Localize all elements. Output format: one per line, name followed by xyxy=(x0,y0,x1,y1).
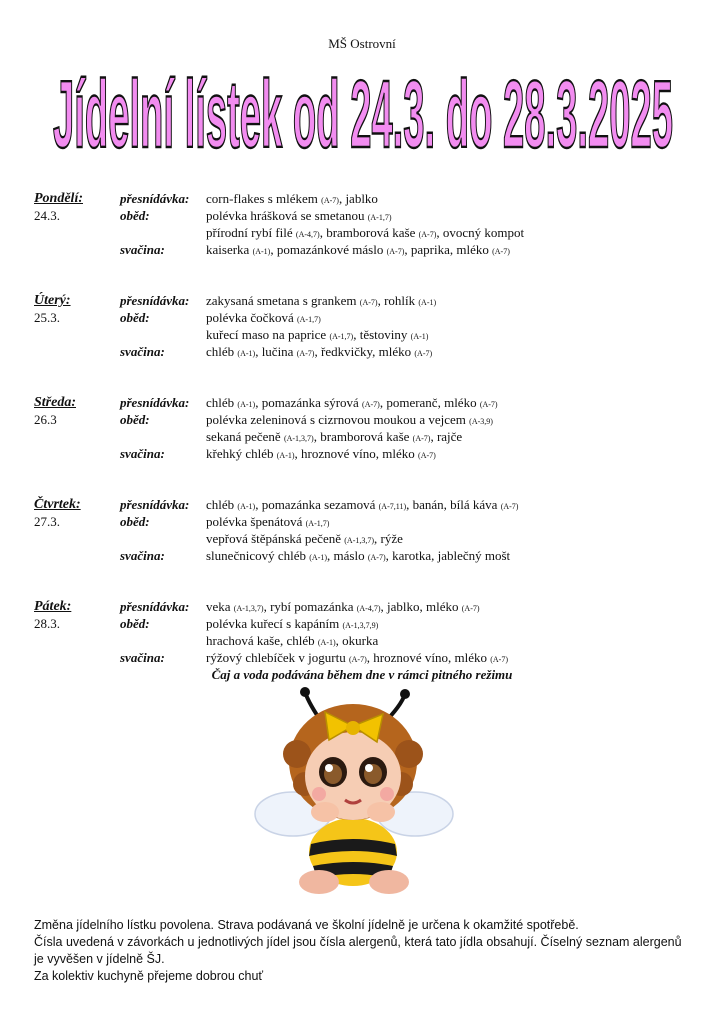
day-name: Středa: xyxy=(34,395,76,410)
food-text: , banán, bílá káva xyxy=(406,497,501,512)
school-name: MŠ Ostrovní xyxy=(328,36,396,51)
bee-illustration xyxy=(245,684,460,899)
day-date: 24.3. xyxy=(34,208,60,223)
menu-row xyxy=(34,615,704,632)
tea-note: Čaj a voda podávána během dne v rámci pitného režimu xyxy=(211,667,513,682)
day-date: 27.3. xyxy=(34,514,60,529)
food-text: vepřová štěpánská pečeně xyxy=(206,531,345,546)
food-text: chléb xyxy=(206,497,238,512)
menu-row xyxy=(34,428,704,445)
menu-row xyxy=(34,632,704,649)
allergen-code: (A-1) xyxy=(309,553,328,562)
food-text: , lučina xyxy=(255,344,297,359)
allergen-code: (A-7) xyxy=(386,247,405,256)
food-text: , jablko, mléko xyxy=(380,599,462,614)
menu-row xyxy=(34,547,704,564)
footer-line: Čísla uvedená v závorkách u jednotlivých jídel jsou čísla alergenů, která tato jídla obsahují. Číselný seznam alergenů je vyvěšen v jídelně ŠJ. xyxy=(34,935,682,966)
food-text: hrachová kaše, chléb xyxy=(206,633,318,648)
allergen-code: (A-1,7) xyxy=(329,332,354,341)
allergen-code: (A-7) xyxy=(479,400,498,409)
allergen-code: (A-3,9) xyxy=(469,417,493,426)
footer-notes xyxy=(34,917,684,985)
food-text: polévka kuřecí s kapáním xyxy=(206,616,343,631)
meal-items xyxy=(206,241,510,260)
meal-label: oběd: xyxy=(120,514,150,529)
allergen-code: (A-1) xyxy=(418,298,437,307)
day-block xyxy=(34,394,704,462)
allergen-code: (A-1) xyxy=(237,502,256,511)
menu-title xyxy=(48,52,678,172)
food-text: , ředkvičky, mléko xyxy=(314,344,415,359)
footer-line: Změna jídelního lístku povolena. Strava podávaná ve školní jídelně je určena k okamžité spotřebě. xyxy=(34,918,579,932)
meal-items xyxy=(206,343,432,362)
allergen-code: (A-1,7) xyxy=(367,213,392,222)
food-text: polévka špenátová xyxy=(206,514,306,529)
bee-icon xyxy=(245,684,460,899)
day-name: Čtvrtek: xyxy=(34,497,81,512)
day-block xyxy=(34,598,704,666)
menu-row xyxy=(34,207,704,224)
food-text: slunečnicový chléb xyxy=(206,548,310,563)
allergen-code: (A-1) xyxy=(410,332,429,341)
food-text: přírodní rybí filé xyxy=(206,225,296,240)
food-text: kaiserka xyxy=(206,242,253,257)
meal-items xyxy=(206,445,436,464)
meal-label: přesnídávka: xyxy=(120,293,190,308)
menu-row xyxy=(34,309,704,326)
food-text: polévka zeleninová s cizrnovou moukou a vejcem xyxy=(206,412,470,427)
meal-label: přesnídávka: xyxy=(120,191,190,206)
day-block xyxy=(34,190,704,258)
allergen-code: (A-7) xyxy=(296,349,315,358)
food-text: , hroznové víno, mléko xyxy=(294,446,419,461)
day-block xyxy=(34,292,704,360)
food-text: , bramborová kaše xyxy=(313,429,413,444)
food-text: veka xyxy=(206,599,234,614)
allergen-code: (A-1) xyxy=(252,247,271,256)
allergen-code: (A-1,7) xyxy=(296,315,321,324)
allergen-code: (A-7) xyxy=(461,604,480,613)
allergen-code: (A-1) xyxy=(317,638,336,647)
food-text: , pomazánka sýrová xyxy=(255,395,363,410)
allergen-code: (A-7) xyxy=(500,502,519,511)
day-name: Pondělí: xyxy=(34,191,83,206)
allergen-code: (A-7) xyxy=(359,298,378,307)
menu-row xyxy=(34,292,704,309)
menu-row xyxy=(34,241,704,258)
day-date: 25.3. xyxy=(34,310,60,325)
allergen-code: (A-7) xyxy=(418,230,437,239)
menu-row xyxy=(34,649,704,666)
allergen-code: (A-1) xyxy=(237,349,256,358)
food-text: polévka čočková xyxy=(206,310,297,325)
food-text: , rohlík xyxy=(377,293,419,308)
food-text: , ovocný kompot xyxy=(436,225,525,240)
allergen-code: (A-7) xyxy=(412,434,431,443)
footer-line: Za kolektiv kuchyně přejeme dobrou chuť xyxy=(34,969,264,983)
food-text: , rybí pomazánka xyxy=(263,599,357,614)
allergen-code: (A-1) xyxy=(237,400,256,409)
meal-label: svačina: xyxy=(120,548,165,563)
food-text: polévka hrášková se smetanou xyxy=(206,208,368,223)
allergen-code: (A-7) xyxy=(414,349,433,358)
menu-row xyxy=(34,224,704,241)
allergen-code: (A-7) xyxy=(418,451,436,460)
allergen-code: (A-1,3,7) xyxy=(344,536,375,545)
meal-label: přesnídávka: xyxy=(120,395,190,410)
food-text: , máslo xyxy=(327,548,368,563)
allergen-code: (A-4,7) xyxy=(356,604,381,613)
menu-row xyxy=(34,530,704,547)
menu-row xyxy=(34,190,704,207)
food-text: kuřecí maso na paprice xyxy=(206,327,330,342)
food-text: corn-flakes s mlékem xyxy=(206,191,322,206)
allergen-code: (A-7) xyxy=(492,247,510,256)
title-svg xyxy=(48,52,678,172)
allergen-code: (A-7) xyxy=(321,196,339,205)
day-date: 26.3 xyxy=(34,412,57,427)
menu-row xyxy=(34,394,704,411)
menu-row xyxy=(34,411,704,428)
allergen-code: (A-7) xyxy=(490,655,509,664)
allergen-code: (A-7) xyxy=(362,400,380,409)
allergen-code: (A-1,3,7,9) xyxy=(342,621,379,630)
day-date: 28.3. xyxy=(34,616,60,631)
meal-items xyxy=(206,649,508,668)
food-text: , karotka, jablečný mošt xyxy=(385,548,511,563)
food-text: , hroznové víno, mléko xyxy=(366,650,491,665)
food-text: , rajče xyxy=(430,429,463,444)
food-text: , pomeranč, mléko xyxy=(379,395,480,410)
meal-label: oběd: xyxy=(120,310,150,325)
menu-row xyxy=(34,343,704,360)
meal-label: svačina: xyxy=(120,344,165,359)
day-block xyxy=(34,496,704,564)
meal-label: svačina: xyxy=(120,650,165,665)
food-text: sekaná pečeně xyxy=(206,429,284,444)
food-text: zakysaná smetana s grankem xyxy=(206,293,360,308)
food-text: rýžový chlebíček v jogurtu xyxy=(206,650,349,665)
food-text: , těstoviny xyxy=(353,327,411,342)
food-text: křehký chléb xyxy=(206,446,277,461)
menu-row xyxy=(34,445,704,462)
meal-items xyxy=(206,547,510,566)
food-text: chléb xyxy=(206,344,238,359)
food-text: chléb xyxy=(206,395,238,410)
meal-label: přesnídávka: xyxy=(120,599,190,614)
meal-label: svačina: xyxy=(120,446,165,461)
food-text: , pomazánka sezamová xyxy=(255,497,379,512)
food-text: , pomazánkové máslo xyxy=(270,242,387,257)
allergen-code: (A-7,11) xyxy=(378,502,407,511)
menu-row xyxy=(34,496,704,513)
allergen-code: (A-4,7) xyxy=(295,230,320,239)
menu-row xyxy=(34,326,704,343)
allergen-code: (A-1) xyxy=(276,451,295,460)
allergen-code: (A-1,7) xyxy=(305,519,330,528)
food-text: , jablko xyxy=(338,191,378,206)
meal-label: oběd: xyxy=(120,412,150,427)
meal-label: přesnídávka: xyxy=(120,497,190,512)
allergen-code: (A-7) xyxy=(367,553,386,562)
food-text: , paprika, mléko xyxy=(404,242,493,257)
allergen-code: (A-7) xyxy=(348,655,367,664)
allergen-code: (A-1,3,7) xyxy=(233,604,264,613)
meal-label: oběd: xyxy=(120,208,150,223)
meal-label: svačina: xyxy=(120,242,165,257)
meal-label: oběd: xyxy=(120,616,150,631)
food-text: , rýže xyxy=(374,531,403,546)
food-text: , okurka xyxy=(335,633,379,648)
food-text: , bramborová kaše xyxy=(319,225,419,240)
menu-row xyxy=(34,513,704,530)
title-text: Jídelní lístek od 24.3. do 28.3.2025 xyxy=(53,61,673,168)
allergen-code: (A-1,3,7) xyxy=(283,434,314,443)
day-name: Pátek: xyxy=(34,599,72,614)
menu-row xyxy=(34,598,704,615)
day-name: Úterý: xyxy=(34,293,71,308)
